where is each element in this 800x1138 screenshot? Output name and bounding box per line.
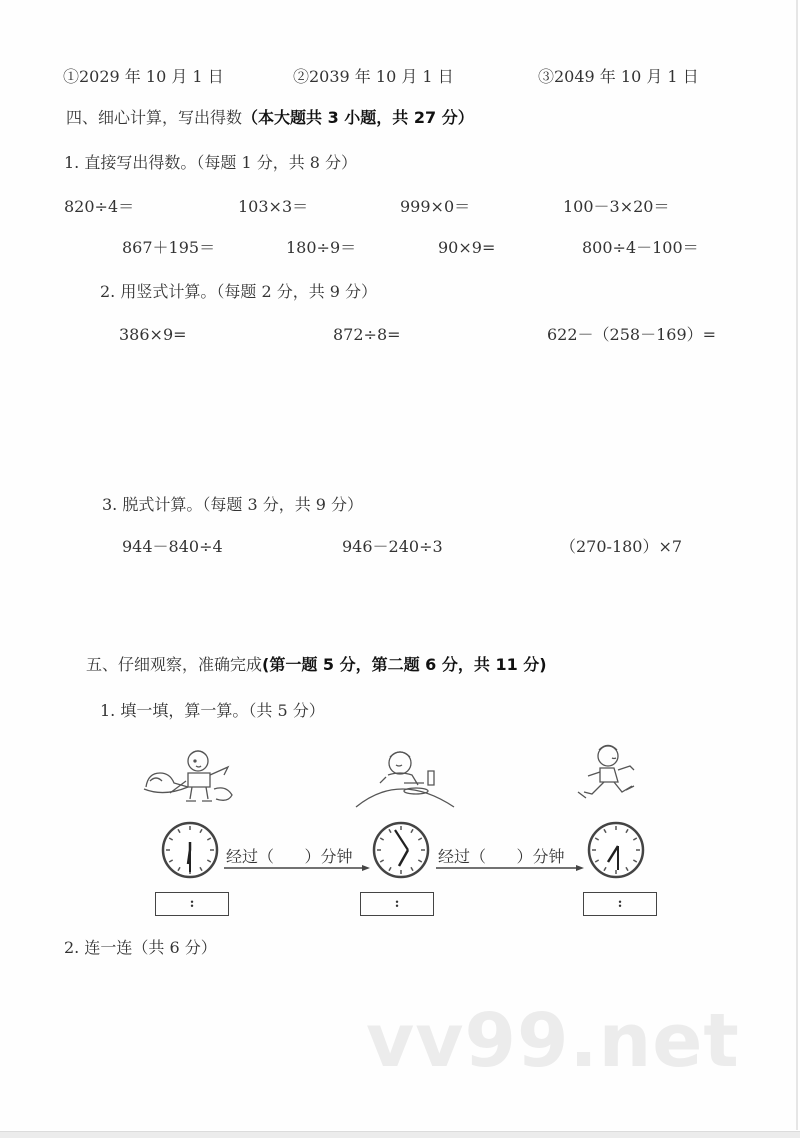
option-2: ②2039 年 10 月 1 日: [293, 67, 454, 86]
question-4-3-title: 3. 脱式计算。（每题 3 分，共 9 分）: [102, 495, 364, 514]
section-4-heading: [66, 108, 474, 128]
time-answer-box-1[interactable]: :: [155, 892, 229, 916]
child-running-icon: [572, 742, 642, 806]
arrow-label-1: 经过（ ）分钟: [226, 847, 353, 866]
vertical-calc-item: 386×9=: [119, 325, 187, 344]
child-playing-toys-icon: [140, 745, 240, 807]
section-5-heading: [86, 655, 547, 675]
section-5-score-note: (第一题 5 分，第二题 6 分，共 11 分): [262, 655, 547, 674]
oral-item: 999×0＝: [400, 197, 471, 216]
section-4-score-note: （本大题共 3 小题，共 27 分）: [242, 108, 474, 127]
watermark: vv99.net: [366, 998, 740, 1084]
vertical-calc-item: 622－（258－169）=: [547, 325, 717, 344]
clock-1-icon: [160, 820, 220, 880]
time-answer-box-2[interactable]: :: [360, 892, 434, 916]
question-4-1-title: 1. 直接写出得数。（每题 1 分，共 8 分）: [64, 153, 358, 172]
oral-item: 103×3＝: [238, 197, 309, 216]
section-4-title: 四、细心计算，写出得数: [66, 108, 243, 127]
clock-2-icon: [371, 820, 431, 880]
section-5-title: 五、仔细观察，准确完成: [86, 655, 263, 674]
oral-item: 867＋195＝: [122, 238, 216, 257]
step-calc-item: （270-180）×7: [560, 537, 683, 556]
oral-item: 90×9=: [438, 238, 496, 257]
oral-item: 820÷4＝: [64, 197, 135, 216]
option-1: ①2029 年 10 月 1 日: [63, 67, 224, 86]
child-eating-meal-icon: [350, 745, 460, 807]
question-5-2-title: 2. 连一连（共 6 分）: [64, 938, 217, 957]
step-calc-item: 946－240÷3: [342, 537, 443, 556]
arrow-right-icon: [224, 864, 370, 872]
question-5-1-title: 1. 填一填，算一算。（共 5 分）: [100, 701, 325, 720]
arrow-right-icon: [436, 864, 584, 872]
clock-3-icon: [586, 820, 646, 880]
oral-item: 180÷9＝: [286, 238, 357, 257]
oral-item: 100－3×20＝: [563, 197, 670, 216]
time-answer-box-3[interactable]: :: [583, 892, 657, 916]
question-4-2-title: 2. 用竖式计算。（每题 2 分，共 9 分）: [100, 282, 378, 301]
option-3: ③2049 年 10 月 1 日: [538, 67, 699, 86]
step-calc-item: 944－840÷4: [122, 537, 223, 556]
vertical-calc-item: 872÷8=: [333, 325, 401, 344]
arrow-label-2: 经过（ ）分钟: [438, 847, 565, 866]
oral-item: 800÷4－100＝: [582, 238, 699, 257]
